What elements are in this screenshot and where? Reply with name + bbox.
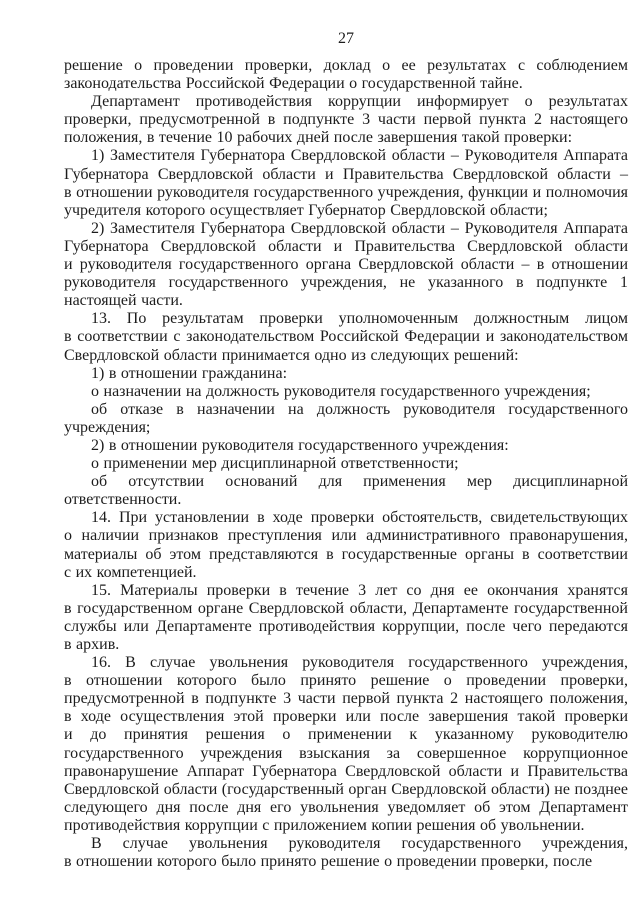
paragraph: о назначении на должность руководителя государственного учреждения; — [91, 382, 591, 400]
paragraph: 2) Заместителя Губернатора Свердловской области – Руководителя Аппарата Губернатора Свердловской области и Правительства Свердловской области и руководителя государственного органа Свердловской области – в отношении руководителя государственного учреждения, не указанного в подпункте 1 настоящей части. — [64, 219, 628, 310]
paragraph: 16. В случае увольнения руководителя государственного учреждения, в отношении которого было принято решение о проведении проверки, предусмотренной в подпункте 3 части первой пункта 2 настоящего положения, в ходе осуществления этой проверки или после завершения такой проверки и до принятия решения о применении к указанному руководителю государственного учреждения взыскания за совершенное коррупционное правонарушение Аппарат Губернатора Свердловской области и Правительства Свердловской области (государственный орган Свердловской области) не позднее следующего дня после дня его увольнения уведомляет об этом Департамент противодействия коррупции с приложением копии решения об увольнении. — [64, 654, 628, 834]
paragraph: 1) в отношении гражданина: — [91, 364, 288, 382]
paragraph: 14. При установлении в ходе проверки обстоятельств, свидетельствующих о наличии признаков преступления или административного правонарушения, материалы об этом представляются в государственные органы в соответствии с их компетенцией. — [64, 509, 628, 581]
paragraph: 15. Материалы проверки в течение 3 лет со дня ее окончания хранятся в государственном органе Свердловской области, Департаменте государственной службы или Департаменте противодействия коррупции, после чего передаются в архив. — [64, 581, 628, 653]
paragraph: об отсутствии оснований для применения мер дисциплинарной ответственности. — [64, 473, 628, 509]
page-number: 27 — [338, 30, 354, 47]
paragraph: 2) в отношении руководителя государственного учреждения: — [91, 436, 509, 454]
paragraph: Департамент противодействия коррупции информирует о результатах проверки, предусмотренной в подпункте 3 части первой пункта 2 настоящего положения, в течение 10 рабочих дней после завершения такой проверки: — [64, 93, 628, 147]
paragraph: решение о проведении проверки, доклад о ее результатах с соблюдением законодательства Российской Федерации о государственной тайне. — [64, 57, 628, 93]
paragraph: об отказе в назначении на должность руководителя государственного учреждения; — [64, 400, 628, 436]
document-body — [64, 57, 628, 871]
paragraph: 1) Заместителя Губернатора Свердловской области – Руководителя Аппарата Губернатора Свердловской области и Правительства Свердловской области – в отношении руководителя государственного учреждения, функции и полномочия учредителя которого осуществляет Губернатор Свердловской области; — [64, 147, 628, 219]
paragraph: 13. По результатам проверки уполномоченным должностным лицом в соответствии с законодательством Российской Федерации и законодательством Свердловской области принимается одно из следующих решений: — [64, 310, 628, 364]
paragraph: В случае увольнения руководителя государственного учреждения, в отношении которого было принято решение о проведении проверки, после — [64, 835, 628, 871]
paragraph: о применении мер дисциплинарной ответственности; — [91, 455, 459, 473]
